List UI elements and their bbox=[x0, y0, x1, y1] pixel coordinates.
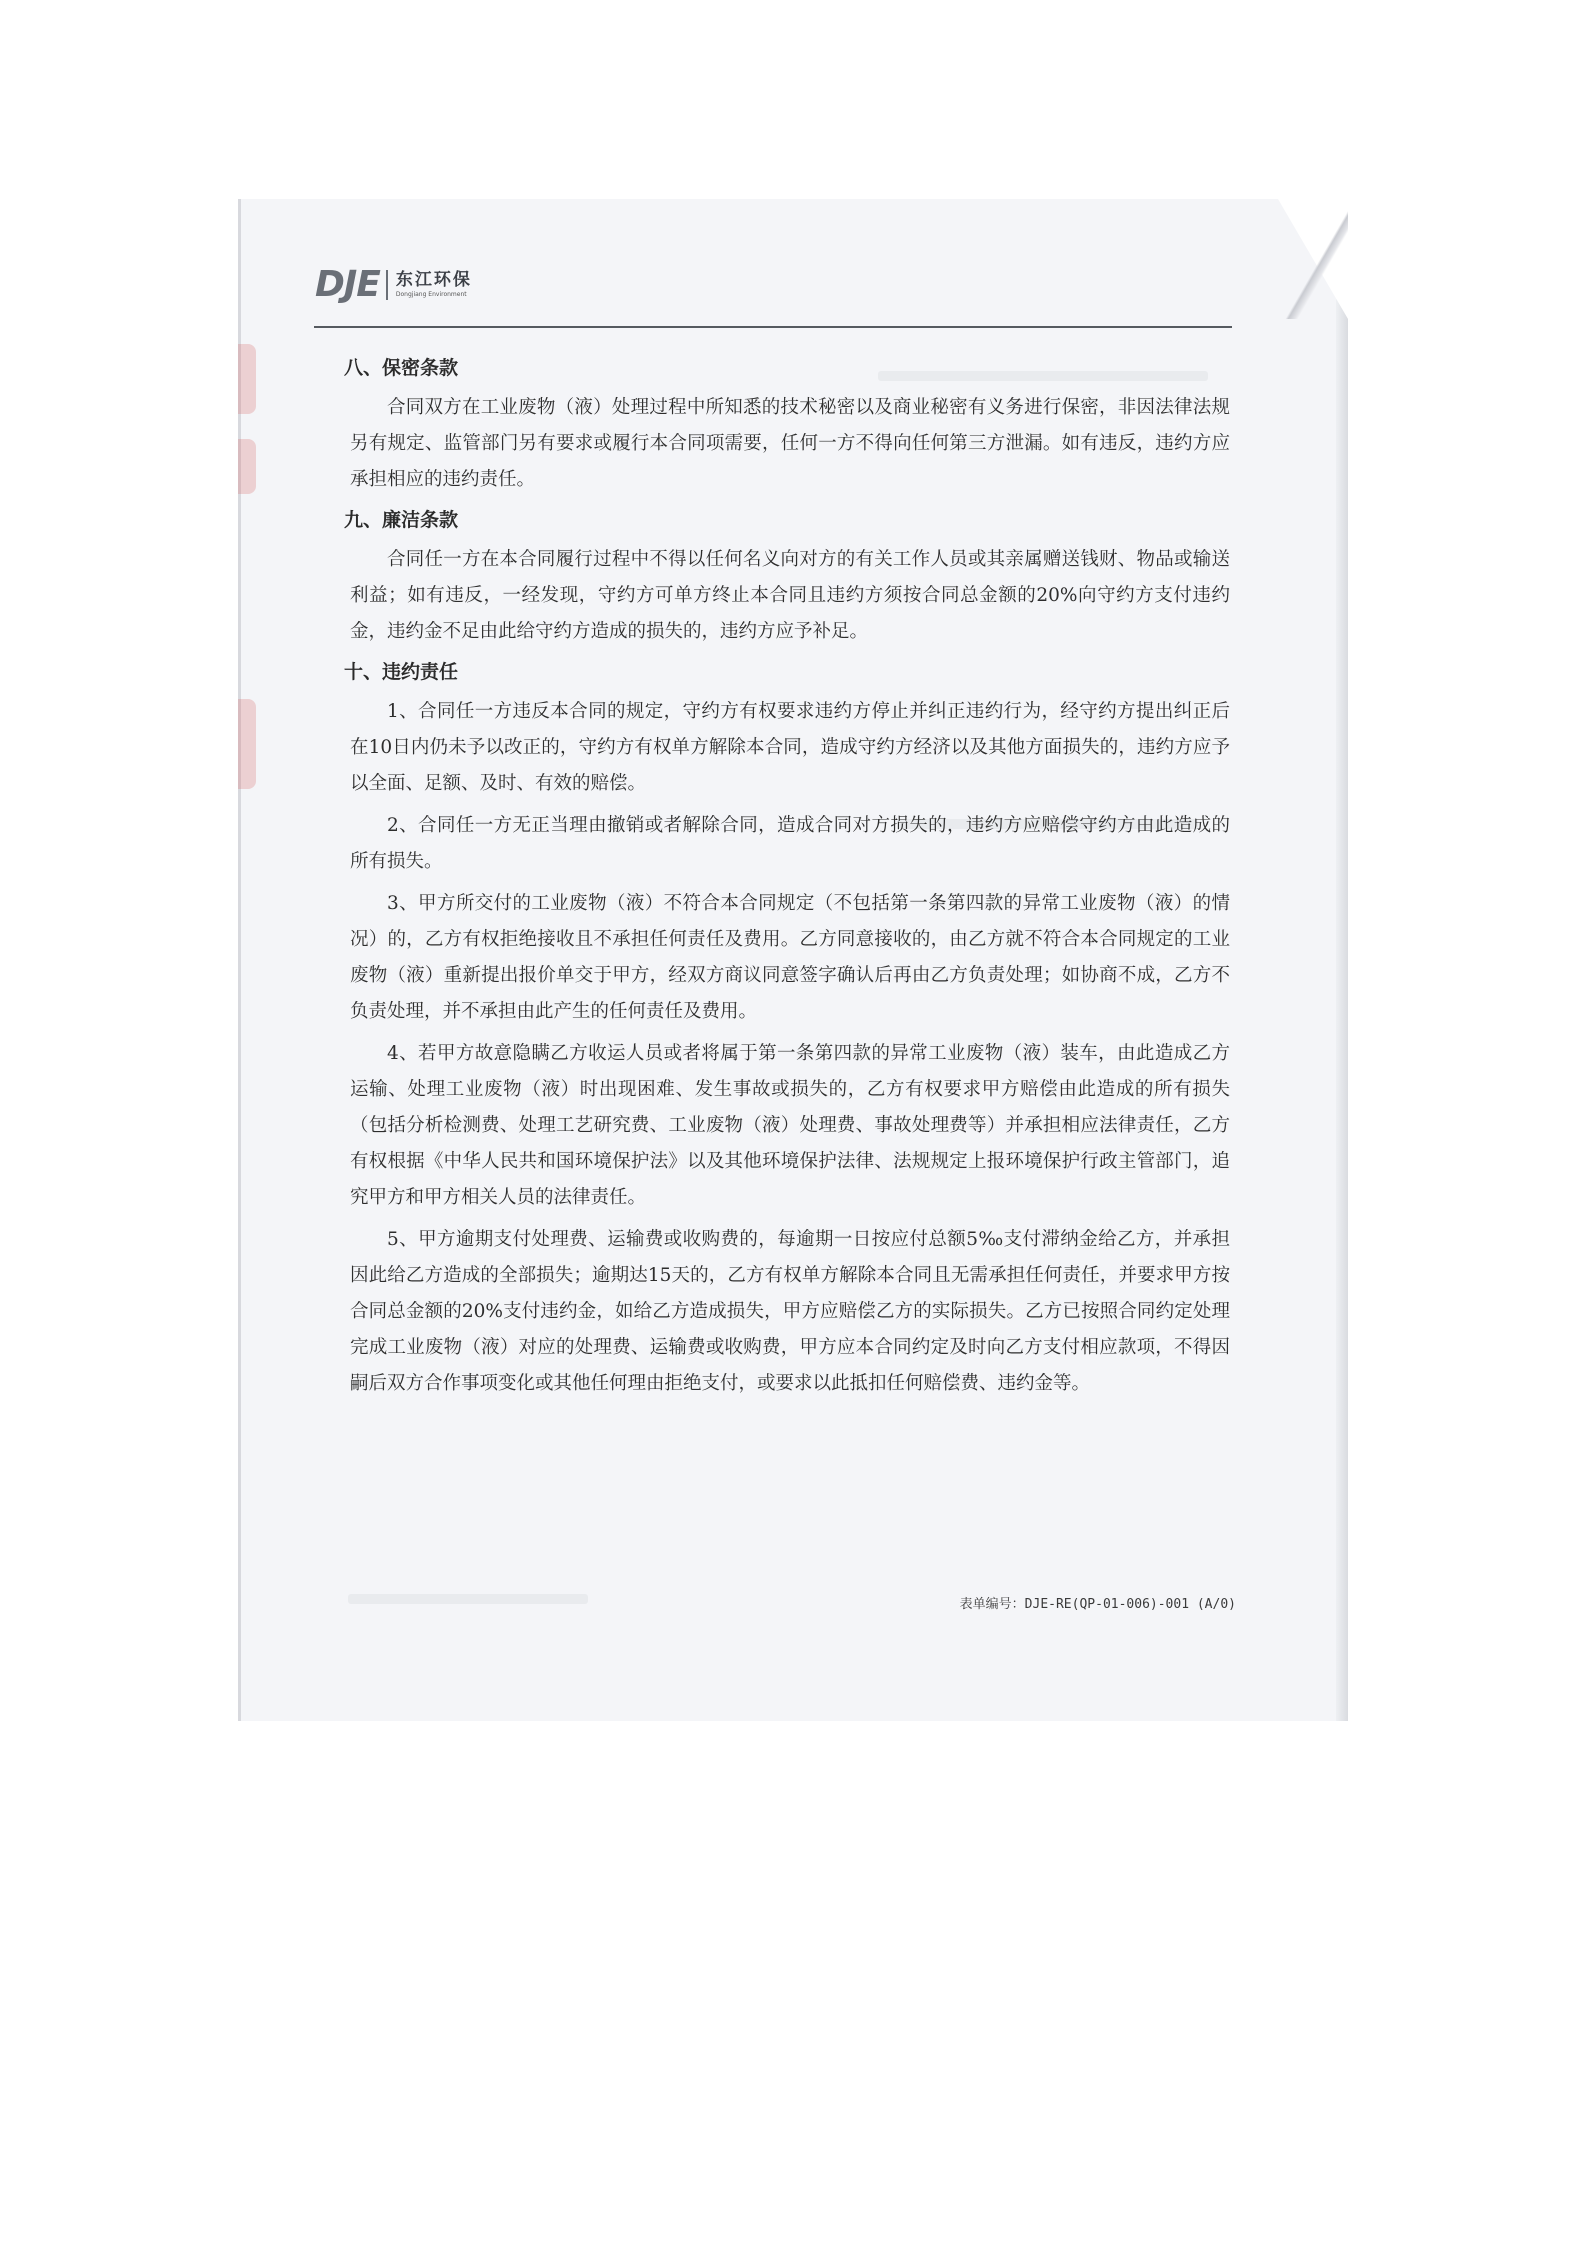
clause-paragraph: 4、若甲方故意隐瞒乙方收运人员或者将属于第一条第四款的异常工业废物（液）装车，由此造成乙方运输、处理工业废物（液）时出现困难、发生事故或损失的，乙方有权要求甲方赔偿由此造成的所有损失（包括分析检测费、处理工艺研究费、工业废物（液）处理费、事故处理费等）并承担相应法律责任，乙方有权根据《中华人民共和国环境保护法》以及其他环境保护法律、法规规定上报环境保护行政主管部门，追究甲方和甲方相关人员的法律责任。 bbox=[350, 1043, 1230, 1208]
logo-chinese-name: 东江环保 bbox=[395, 270, 472, 290]
clause-paragraph: 合同任一方在本合同履行过程中不得以任何名义向对方的有关工作人员或其亲属赠送钱财、物品或输送利益；如有违反，一经发现，守约方可单方终止本合同且违约方须按合同总金额的20%向守约方支付违约金，违约金不足由此给守约方造成的损失的，违约方应予补足。 bbox=[350, 549, 1230, 642]
section-title: 十、违约责任 bbox=[344, 661, 459, 683]
section-confidentiality bbox=[344, 352, 1230, 498]
scan-left-edge bbox=[238, 199, 241, 1721]
logo-divider bbox=[386, 270, 388, 300]
section-integrity bbox=[344, 504, 1230, 650]
folded-corner-edge bbox=[1278, 199, 1348, 319]
section-title: 八、保密条款 bbox=[344, 357, 459, 379]
stamp-bleed-mark bbox=[238, 699, 256, 789]
header-rule bbox=[314, 326, 1232, 328]
clause-paragraph: 5、甲方逾期支付处理费、运输费或收购费的，每逾期一日按应付总额5‰支付滞纳金给乙方，并承担因此给乙方造成的全部损失；逾期达15天的，乙方有权单方解除本合同且无需承担任何责任，并要求甲方按合同总金额的20%支付违约金，如给乙方造成损失，甲方应赔偿乙方的实际损失。乙方已按照合同约定处理完成工业废物（液）对应的处理费、运输费或收购费，甲方应本合同约定及时向乙方支付相应款项，不得因嗣后双方合作事项变化或其他任何理由拒绝支付，或要求以此抵扣任何赔偿费、违约金等。 bbox=[350, 1229, 1230, 1394]
company-logo bbox=[315, 264, 472, 306]
form-number: 表单编号：DJE-RE(QP-01-006)-001 (A/0) bbox=[959, 1597, 1236, 1612]
stamp-bleed-mark bbox=[238, 439, 256, 494]
logo-mark: DJE bbox=[315, 264, 380, 305]
section-liability bbox=[344, 656, 1230, 1402]
contract-body bbox=[344, 352, 1230, 1408]
scan-right-edge bbox=[1336, 199, 1348, 1721]
section-title: 九、廉洁条款 bbox=[344, 509, 459, 531]
stamp-bleed-mark bbox=[238, 344, 256, 414]
logo-english-name: Dongjiang Environment bbox=[395, 291, 467, 298]
clause-paragraph: 合同双方在工业废物（液）处理过程中所知悉的技术秘密以及商业秘密有义务进行保密，非因法律法规另有规定、监管部门另有要求或履行本合同项需要，任何一方不得向任何第三方泄漏。如有违反，违约方应承担相应的违约责任。 bbox=[350, 397, 1230, 490]
scanned-page bbox=[238, 199, 1348, 1721]
clause-paragraph: 1、合同任一方违反本合同的规定，守约方有权要求违约方停止并纠正违约行为，经守约方提出纠正后在10日内仍未予以改正的，守约方有权单方解除本合同，造成守约方经济以及其他方面损失的，违约方应予以全面、足额、及时、有效的赔偿。 bbox=[350, 701, 1230, 794]
clause-paragraph: 3、甲方所交付的工业废物（液）不符合本合同规定（不包括第一条第四款的异常工业废物（液）的情况）的，乙方有权拒绝接收且不承担任何责任及费用。乙方同意接收的，由乙方就不符合本合同规定的工业废物（液）重新提出报价单交于甲方，经双方商议同意签字确认后再由乙方负责处理；如协商不成，乙方不负责处理，并不承担由此产生的任何责任及费用。 bbox=[350, 893, 1230, 1022]
clause-paragraph: 2、合同任一方无正当理由撤销或者解除合同，造成合同对方损失的，违约方应赔偿守约方由此造成的所有损失。 bbox=[350, 815, 1230, 872]
bleed-through-text bbox=[348, 1594, 588, 1604]
logo-text bbox=[396, 272, 472, 298]
